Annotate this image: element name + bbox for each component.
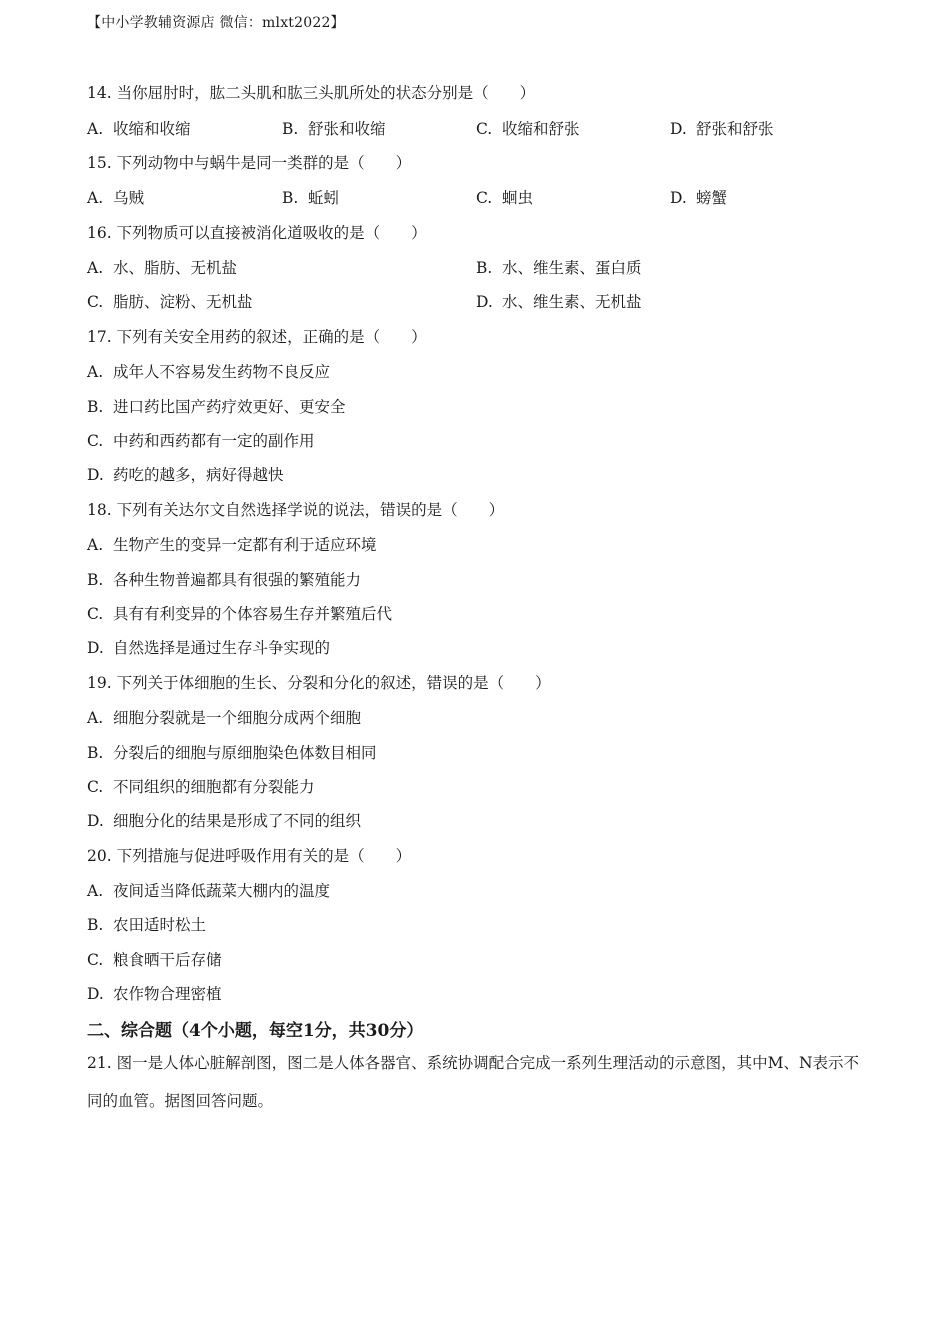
question-19-stem: 19. 下列关于体细胞的生长、分裂和分化的叙述，错误的是（ ） <box>87 674 551 692</box>
question-15-option-c: C. 蛔虫 <box>476 189 534 207</box>
question-15-stem: 15. 下列动物中与蜗牛是同一类群的是（ ） <box>87 154 412 172</box>
question-15-option-d: D. 螃蟹 <box>670 189 728 207</box>
section-2-heading: 二、综合题（4个小题，每空1分，共30分） <box>87 1021 424 1041</box>
question-14-option-a: A. 收缩和收缩 <box>87 120 191 138</box>
question-20-option-c: C. 粮食晒干后存储 <box>87 951 222 969</box>
question-19-option-a: A. 细胞分裂就是一个细胞分成两个细胞 <box>87 709 362 727</box>
question-20-option-a: A. 夜间适当降低蔬菜大棚内的温度 <box>87 882 331 900</box>
question-18-option-d: D. 自然选择是通过生存斗争实现的 <box>87 639 331 657</box>
question-20-stem: 20. 下列措施与促进呼吸作用有关的是（ ） <box>87 847 412 865</box>
question-19-option-d: D. 细胞分化的结果是形成了不同的组织 <box>87 812 362 830</box>
question-18-stem: 18. 下列有关达尔文自然选择学说的说法，错误的是（ ） <box>87 501 505 519</box>
question-18-option-c: C. 具有有利变异的个体容易生存并繁殖后代 <box>87 605 393 623</box>
question-20-option-b: B. 农田适时松土 <box>87 916 207 934</box>
question-18-option-b: B. 各种生物普遍都具有很强的繁殖能力 <box>87 571 362 589</box>
question-17-option-c: C. 中药和西药都有一定的副作用 <box>87 432 315 450</box>
question-16-stem: 16. 下列物质可以直接被消化道吸收的是（ ） <box>87 224 427 242</box>
question-14-option-d: D. 舒张和舒张 <box>670 120 774 138</box>
question-14-option-c: C. 收缩和舒张 <box>476 120 580 138</box>
question-21-stem: 21. 图一是人体心脏解剖图，图二是人体各器官、系统协调配合完成一系列生理活动的示意图，其中M、N表示不同的血管。据图回答问题。 <box>87 1054 860 1110</box>
question-15-option-b: B. 蚯蚓 <box>282 189 340 207</box>
question-16-option-a: A. 水、脂肪、无机盐 <box>87 259 238 277</box>
question-15-option-a: A. 乌贼 <box>87 189 145 207</box>
question-16-option-b: B. 水、维生素、蛋白质 <box>476 259 642 277</box>
question-19-option-c: C. 不同组织的细胞都有分裂能力 <box>87 778 315 796</box>
page-header: 【中小学教辅资源店 微信：mlxt2022】 <box>87 15 345 31</box>
question-17-option-a: A. 成年人不容易发生药物不良反应 <box>87 363 331 381</box>
question-17-option-b: B. 进口药比国产药疗效更好、更安全 <box>87 398 346 416</box>
question-16-option-c: C. 脂肪、淀粉、无机盐 <box>87 293 253 311</box>
question-14-stem: 14. 当你屈肘时，肱二头肌和肱三头肌所处的状态分别是（ ） <box>87 84 536 102</box>
question-18-option-a: A. 生物产生的变异一定都有利于适应环境 <box>87 536 377 554</box>
question-16-option-d: D. 水、维生素、无机盐 <box>476 293 642 311</box>
question-20-option-d: D. 农作物合理密植 <box>87 985 222 1003</box>
question-14-option-b: B. 舒张和收缩 <box>282 120 386 138</box>
question-17-stem: 17. 下列有关安全用药的叙述，正确的是（ ） <box>87 328 427 346</box>
question-19-option-b: B. 分裂后的细胞与原细胞染色体数目相同 <box>87 744 377 762</box>
question-17-option-d: D. 药吃的越多，病好得越快 <box>87 466 284 484</box>
